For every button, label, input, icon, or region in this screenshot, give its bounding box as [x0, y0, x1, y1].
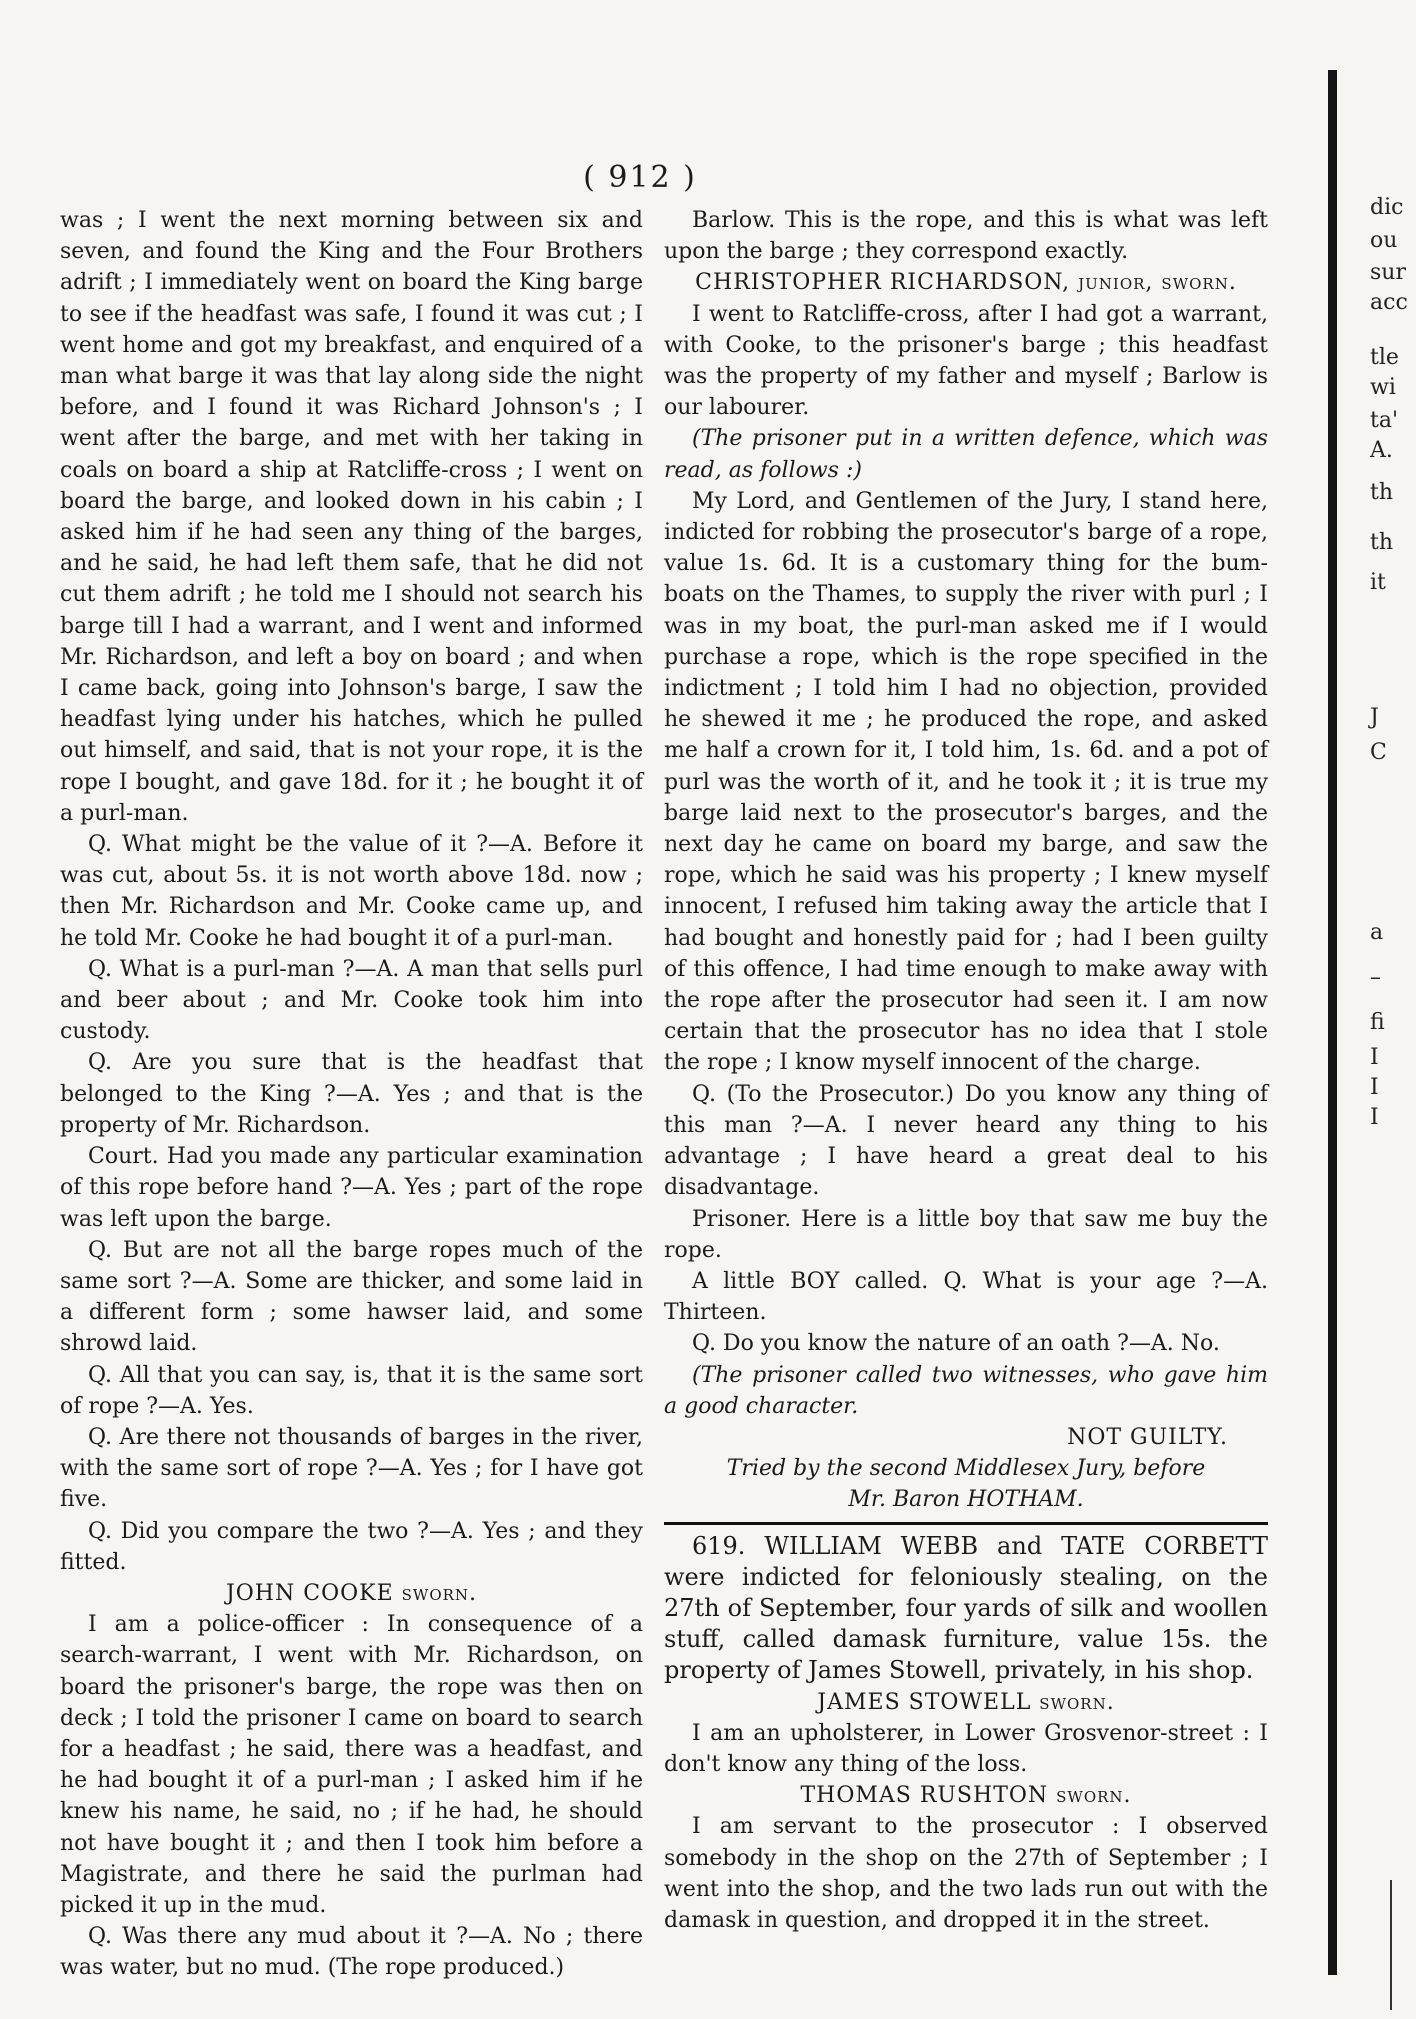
bleed-fragment: it	[1370, 570, 1386, 595]
paragraph: Tried by the second Middlesex Jury, before	[726, 1456, 1206, 1482]
bleed-fragment: acc	[1370, 290, 1408, 315]
bleed-fragment: th	[1370, 530, 1394, 555]
bleed-fragment: fi	[1370, 1010, 1385, 1035]
paragraph: Q. Are you sure that is the headfast that belonged to the King ?—A. Yes ; and that is the property of Mr. Richardson.	[60, 1050, 643, 1138]
paragraph: Q. All that you can say, is, that it is the same sort of rope ?—A. Yes.	[60, 1362, 643, 1419]
left-column	[60, 205, 643, 1984]
paragraph: Q. Do you know the nature of an oath ?—A. No.	[692, 1331, 1220, 1357]
paragraph: My Lord, and Gentlemen of the Jury, I stand here, indicted for robbing the prosecutor's barge of a rope, value 1s. 6d. It is a customary thing for the bum-boats on the Thames, to supply the river with purl ; I was in my boat, the purl-man asked me if I would purchase a rope, which is the rope specified in the indictment ; I told him I had no objection, provided he shewed it me ; he produced the rope, and asked me half a crown for it, I told him, 1s. 6d. and a pot of purl was the worth of it, and he took it ; it is true my barge laid next to the prosecutor's barges, and the next day he came on board my barge, and saw the rope, which he said was his property ; I knew myself innocent, I refused him taking away the article that I had bought and honestly paid for ; had I been guilty of this offence, I had time enough to make away with the rope after the prosecutor had seen it. I am now certain that the prosecutor has no idea that I stole the rope ; I know myself innocent of the charge.	[664, 488, 1268, 1076]
witness-heading: JOHN COOKE sworn.	[225, 1580, 478, 1606]
bleed-fragment: –	[1370, 965, 1381, 990]
bleed-fragment: th	[1370, 480, 1394, 505]
paragraph: A little BOY called. Q. What is your age ?—A. Thirteen.	[664, 1268, 1268, 1326]
binding-edge	[1328, 70, 1337, 1975]
paragraph: I went to Ratcliffe-cross, after I had got a warrant, with Cooke, to the prisoner's barge ; this headfast was the property of my father and myself ; Barlow is our labourer.	[664, 301, 1268, 421]
case-heading: 619. WILLIAM WEBB and TATE CORBETT were indicted for feloniously stealing, on the 27th of September, four yards of silk and woollen stuff, called damask furniture, value 15s. the property of James Stowell, privately, in his shop.	[664, 1531, 1268, 1685]
paragraph: Mr. Baron HOTHAM.	[848, 1487, 1084, 1513]
paragraph: Prisoner. Here is a little boy that saw me buy the rope.	[664, 1206, 1268, 1263]
bleed-fragment: I	[1370, 1105, 1379, 1130]
bleed-fragment: dic	[1370, 195, 1404, 220]
paragraph: Court. Had you made any particular examination of this rope before hand ?—A. Yes ; part of the rope was left upon the barge.	[60, 1144, 643, 1232]
paragraph: (The prisoner called two witnesses, who gave him a good character.	[664, 1362, 1268, 1419]
bleed-fragment: sur	[1370, 260, 1406, 285]
paragraph: Q. Was there any mud about it ?—A. No ; there was water, but no mud. (The rope produced.)	[60, 1924, 643, 1981]
paragraph: I am an upholsterer, in Lower Grosvenor-street : I don't know any thing of the loss.	[664, 1720, 1268, 1777]
bleed-fragment: J	[1370, 705, 1379, 730]
bleed-fragment: ta'	[1370, 408, 1399, 433]
witness-heading: THOMAS RUSHTON sworn.	[800, 1783, 1132, 1809]
paragraph: I am a police-officer : In consequence of a search-warrant, I went with Mr. Richardson, on board the prisoner's barge, the rope was then on deck ; I told the prisoner I came on board to search for a headfast ; he said, there was a headfast, and he had bought it of a purl-man ; I asked him if he knew his name, he said, no ; if he had, he should not have bought it ; and then I took him before a Magistrate, and there he said the purlman had picked it up in the mud.	[60, 1612, 643, 1918]
bleed-fragment: C	[1370, 740, 1387, 765]
bleed-fragment: a	[1370, 920, 1384, 945]
bleed-fragment: A.	[1370, 438, 1393, 463]
witness-heading: JAMES STOWELL sworn.	[817, 1689, 1115, 1715]
paragraph: Q. What is a purl-man ?—A. A man that sells purl and beer about ; and Mr. Cooke took him into custody.	[60, 956, 643, 1045]
paragraph: Q. What might be the value of it ?—A. Before it was cut, about 5s. it is not worth above 18d. now ; then Mr. Richardson and Mr. Cooke came up, and he told Mr. Cooke he had bought it of a purl-man.	[60, 832, 643, 951]
right-column	[664, 205, 1268, 1936]
page-edge-line	[1390, 1880, 1392, 2010]
bleed-fragment: tle	[1370, 345, 1399, 370]
paragraph: Q. Did you compare the two ?—A. Yes ; and they fitted.	[60, 1518, 643, 1575]
bleed-fragment: I	[1370, 1045, 1379, 1070]
paragraph: Q. (To the Prosecutor.) Do you know any thing of this man ?—A. I never heard any thing to his advantage ; I have heard a great deal to his disadvantage.	[664, 1081, 1268, 1201]
verdict: NOT GUILTY.	[1067, 1424, 1228, 1450]
bleed-fragment: I	[1370, 1075, 1379, 1100]
paragraph: Q. Are there not thousands of barges in the river, with the same sort of rope ?—A. Yes ; for I have got five.	[60, 1424, 643, 1513]
paragraph: Barlow. This is the rope, and this is what was left upon the barge ; they correspond exactly.	[664, 208, 1268, 265]
bleed-fragment: ou	[1370, 228, 1398, 253]
section-divider	[664, 1522, 1268, 1525]
paragraph: I am servant to the prosecutor : I observed somebody in the shop on the 27th of September ; I went into the shop, and the two lads run out with the damask in question, and dropped it in the street.	[664, 1814, 1268, 1933]
facing-page-fragments	[1370, 0, 1416, 2019]
witness-heading: CHRISTOPHER RICHARDSON, junior, sworn.	[695, 270, 1237, 296]
paragraph: was ; I went the next morning between six and seven, and found the King and the Four Brothers adrift ; I immediately went on board the King barge to see if the headfast was safe, I found it was cut ; I went home and got my breakfast, and enquired of a man what barge it was that lay along side the night before, and I found it was Richard Johnson's ; I went after the barge, and met with her taking in coals on board a ship at Ratcliffe-cross ; I went on board the barge, and looked down in his cabin ; I asked him if he had seen any thing of the barges, and he said, he had left them safe, that he did not cut them adrift ; he told me I should not search his barge till I had a warrant, and I went and informed Mr. Richardson, and left a boy on board ; and when I came back, going into Johnson's barge, I saw the headfast lying under his hatches, which he pulled out himself, and said, that is not your rope, it is the rope I bought, and gave 18d. for it ; he bought it of a purl-man.	[60, 208, 643, 826]
paragraph: Q. But are not all the barge ropes much of the same sort ?—A. Some are thicker, and some laid in a different form ; some hawser laid, and some shrowd laid.	[60, 1237, 643, 1357]
page-number: ( 912 )	[583, 160, 697, 195]
bleed-fragment: wi	[1370, 375, 1396, 400]
paragraph: (The prisoner put in a written defence, which was read, as follows :)	[664, 426, 1268, 483]
